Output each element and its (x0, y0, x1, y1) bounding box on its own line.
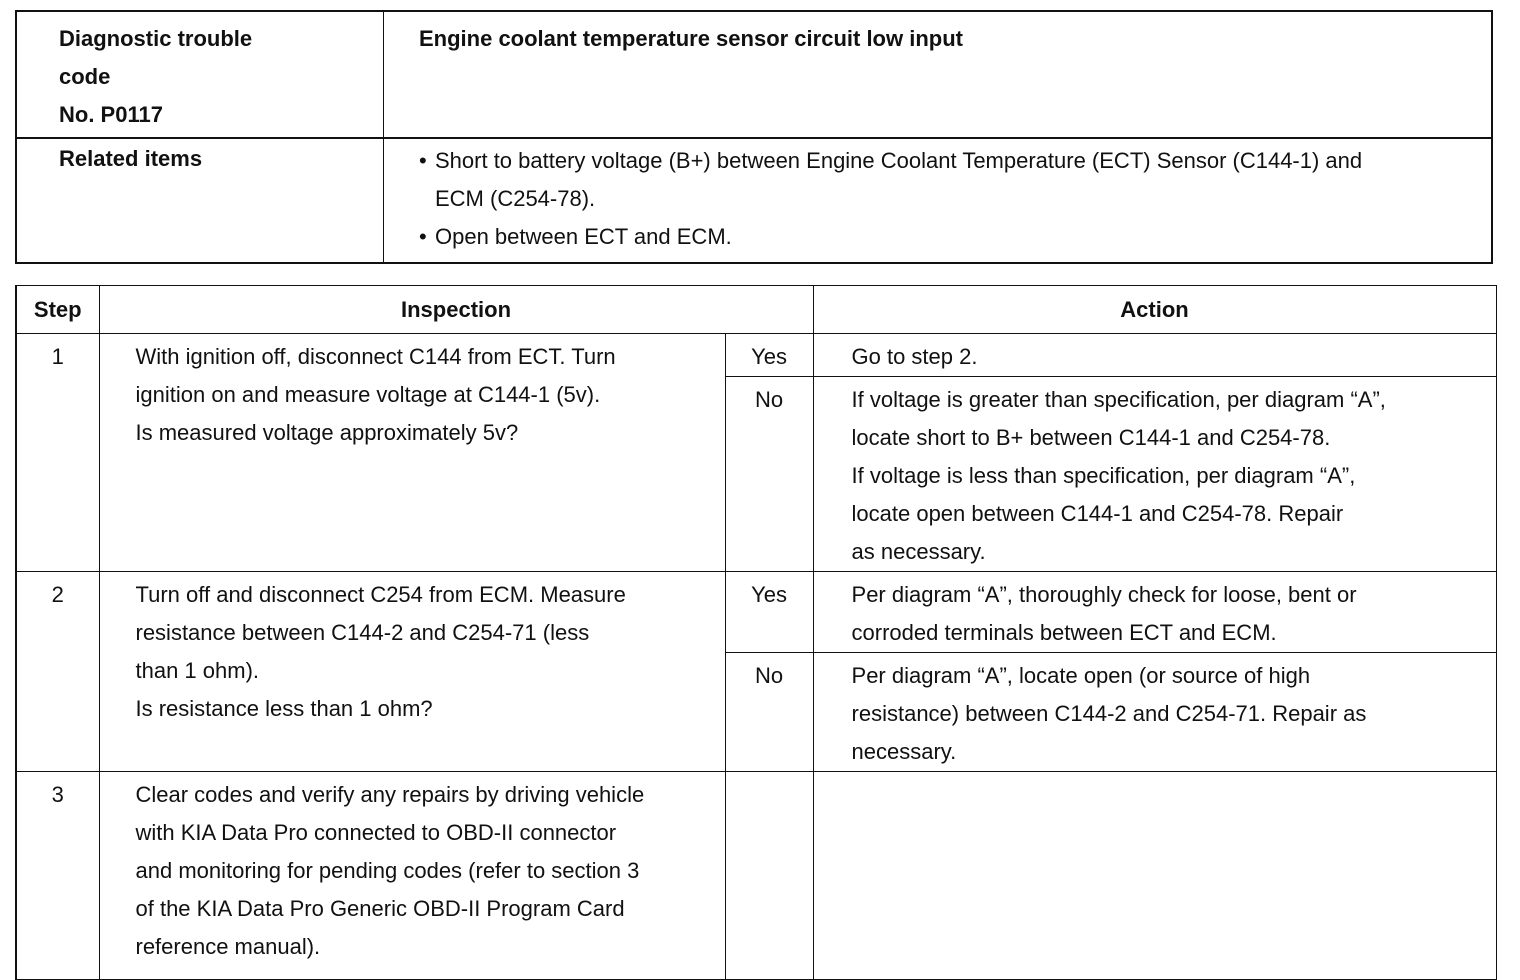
empty-result-cell (725, 772, 813, 980)
action-line: locate short to B+ between C144-1 and C254-78. (851, 425, 1331, 450)
action-line: Per diagram “A”, locate open (or source of high (851, 663, 1311, 688)
inspection-line: Clear codes and verify any repairs by driving vehicle (135, 782, 645, 807)
inspection-line: ignition on and measure voltage at C144-1 (5v). (135, 382, 601, 407)
related-items-list (417, 142, 1497, 256)
step-number: 2 (16, 572, 99, 772)
inspection-line: Is measured voltage approximately 5v? (135, 420, 519, 445)
dtc-number: No. P0117 (59, 102, 163, 127)
step-number: 3 (16, 772, 99, 980)
dtc-label-line: Diagnostic trouble (59, 26, 253, 51)
empty-action-cell (813, 772, 1496, 980)
inspection-line: Is resistance less than 1 ohm? (135, 696, 433, 721)
action-line: necessary. (851, 739, 957, 764)
table-row (16, 334, 1496, 377)
inspection-line: and monitoring for pending codes (refer to section 3 (135, 858, 640, 883)
inspection-line: Turn off and disconnect C254 from ECM. Measure (135, 582, 626, 607)
yes-action-cell (813, 572, 1496, 653)
action-line: Go to step 2. (851, 344, 978, 369)
dtc-title: Engine coolant temperature sensor circuit low input (419, 26, 963, 51)
action-column-header: Action (813, 286, 1496, 334)
action-line: locate open between C144-1 and C254-78. Repair (851, 501, 1344, 526)
related-item (417, 218, 1497, 256)
header-column-divider (383, 12, 384, 262)
inspection-column-header: Inspection (99, 286, 813, 334)
action-line: If voltage is greater than specification, per diagram “A”, (851, 387, 1386, 412)
action-line: If voltage is less than specification, per diagram “A”, (851, 463, 1356, 488)
yes-label: Yes (725, 334, 813, 377)
inspection-cell (99, 572, 725, 772)
related-items-label: Related items (59, 146, 203, 171)
inspection-cell (99, 772, 725, 980)
step-column-header: Step (16, 286, 99, 334)
inspection-line: reference manual). (135, 934, 321, 959)
header-divider (17, 137, 1491, 139)
dtc-header-box (15, 10, 1493, 264)
no-label: No (725, 377, 813, 572)
action-line: as necessary. (851, 539, 986, 564)
dtc-label-line: code (59, 64, 111, 89)
inspection-cell (99, 334, 725, 572)
inspection-line: than 1 ohm). (135, 658, 260, 683)
table-header-row (16, 286, 1496, 334)
action-line: resistance) between C144-2 and C254-71. Repair as (851, 701, 1367, 726)
action-line: Per diagram “A”, thoroughly check for loose, bent or (851, 582, 1357, 607)
yes-label: Yes (725, 572, 813, 653)
related-item-line: ECM (C254-78). (435, 186, 596, 211)
related-item (417, 142, 1497, 218)
inspection-line: With ignition off, disconnect C144 from ECT. Turn (135, 344, 616, 369)
no-action-cell (813, 653, 1496, 772)
related-item-line: • Short to battery voltage (B+) between Engine Coolant Temperature (ECT) Sensor (C144-1) and (435, 148, 1363, 173)
inspection-line: of the KIA Data Pro Generic OBD-II Program Card (135, 896, 625, 921)
diagnostic-steps-table (15, 285, 1497, 980)
inspection-line: resistance between C144-2 and C254-71 (less (135, 620, 590, 645)
action-line: corroded terminals between ECT and ECM. (851, 620, 1277, 645)
inspection-line: with KIA Data Pro connected to OBD-II connector (135, 820, 617, 845)
no-label: No (725, 653, 813, 772)
dtc-label (59, 20, 359, 134)
step-number: 1 (16, 334, 99, 572)
table-row (16, 572, 1496, 653)
yes-action-cell (813, 334, 1496, 377)
no-action-cell (813, 377, 1496, 572)
table-row (16, 772, 1496, 980)
related-item-line: • Open between ECT and ECM. (435, 224, 732, 249)
